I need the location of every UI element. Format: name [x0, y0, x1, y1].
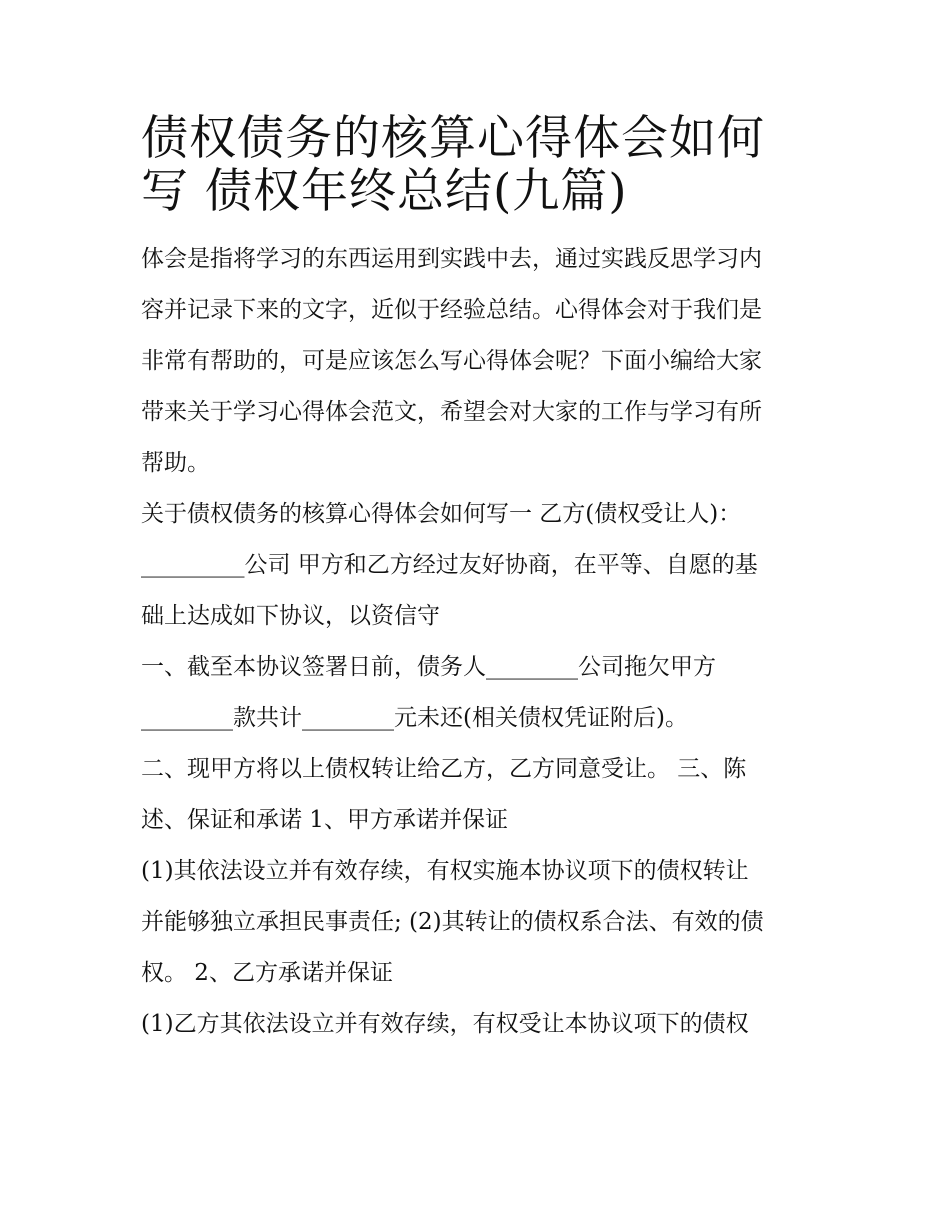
title-line: 债权债务的核算心得体会如何	[141, 111, 765, 166]
text-line: 帮助。	[141, 450, 210, 476]
clause-one-paragraph	[141, 642, 813, 744]
text-line: 体会是指将学习的东西运用到实践中去，通过实践反思学习内	[141, 246, 762, 272]
party-b-warranty-paragraph	[141, 999, 813, 1050]
text-line: 权。 2、乙方承诺并保证	[141, 960, 393, 986]
text-line: 并能够独立承担民事责任; (2)其转让的债权系合法、有效的债	[141, 909, 764, 935]
title-line: 写 债权年终总结(九篇)	[141, 164, 628, 219]
document-title	[141, 112, 813, 218]
text-line: 关于债权债务的核算心得体会如何写一 乙方(债权受让人)：	[141, 501, 742, 527]
text-line: 非常有帮助的，可是应该怎么写心得体会呢？下面小编给大家	[141, 348, 762, 374]
text-line: 容并记录下来的文字，近似于经验总结。心得体会对于我们是	[141, 297, 762, 323]
text-line: (1)乙方其依法设立并有效存续，有权受让本协议项下的债权	[141, 1011, 749, 1037]
party-a-warranty-paragraph	[141, 846, 813, 999]
intro-paragraph	[141, 234, 813, 489]
document-page	[141, 112, 813, 1050]
text-line: (1)其依法设立并有效存续，有权实施本协议项下的债权转让	[141, 858, 749, 884]
clause-two-paragraph	[141, 744, 813, 846]
text-line: 一、截至本协议签署日前，债务人________公司拖欠甲方	[141, 654, 716, 680]
text-line: 础上达成如下协议，以资信守	[141, 603, 440, 629]
text-line: 带来关于学习心得体会范文，希望会对大家的工作与学习有所	[141, 399, 762, 425]
text-line: ________款共计________元未还(相关债权凭证附后)。	[141, 705, 688, 731]
text-line: _________公司 甲方和乙方经过友好协商，在平等、自愿的基	[141, 552, 758, 578]
agreement-parties-paragraph	[141, 489, 813, 642]
text-line: 二、现甲方将以上债权转让给乙方，乙方同意受让。 三、陈	[141, 756, 747, 782]
text-line: 述、保证和承诺 1、甲方承诺并保证	[141, 807, 508, 833]
